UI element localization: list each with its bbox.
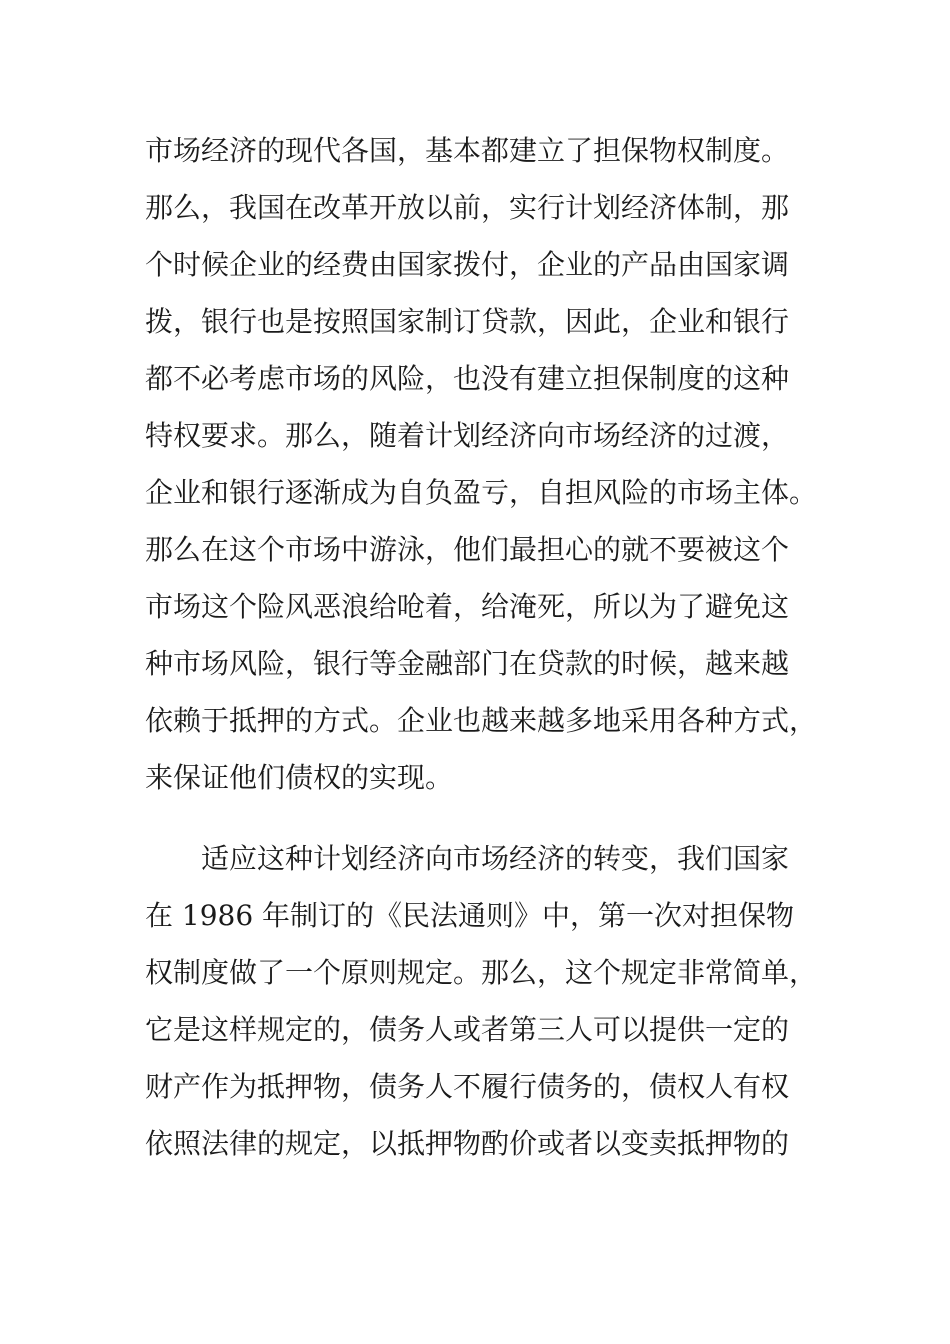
text-line: 种市场风险，银行等金融部门在贷款的时候，越来越	[145, 647, 790, 680]
text-line: 适应这种计划经济向市场经济的转变，我们国家	[145, 842, 790, 875]
text-line: 那么在这个市场中游泳，他们最担心的就不要被这个	[145, 533, 790, 566]
text-line: 都不必考虑市场的风险，也没有建立担保制度的这种	[145, 362, 790, 395]
text-line: 权制度做了一个原则规定。那么，这个规定非常简单，	[145, 956, 818, 989]
paragraph-1	[145, 122, 845, 806]
text-line: 特权要求。那么，随着计划经济向市场经济的过渡，	[145, 419, 790, 452]
text-line: 在 1986 年制订的《民法通则》中，第一次对担保物	[145, 899, 795, 932]
text-line: 个时候企业的经费由国家拨付，企业的产品由国家调	[145, 248, 790, 281]
text-line: 依照法律的规定，以抵押物酌价或者以变卖抵押物的	[145, 1127, 790, 1160]
text-line: 来保证他们债权的实现。	[145, 761, 454, 794]
text-line: 市场经济的现代各国，基本都建立了担保物权制度。	[145, 134, 790, 167]
text-line: 那么，我国在改革开放以前，实行计划经济体制，那	[145, 191, 790, 224]
text-line: 它是这样规定的，债务人或者第三人可以提供一定的	[145, 1013, 790, 1046]
text-line: 依赖于抵押的方式。企业也越来越多地采用各种方式，	[145, 704, 818, 737]
text-line: 企业和银行逐渐成为自负盈亏，自担风险的市场主体。	[145, 476, 818, 509]
text-line: 拨，银行也是按照国家制订贷款，因此，企业和银行	[145, 305, 790, 338]
text-line: 财产作为抵押物，债务人不履行债务的，债权人有权	[145, 1070, 790, 1103]
text-line: 市场这个险风恶浪给呛着，给淹死，所以为了避免这	[145, 590, 790, 623]
paragraph-2	[145, 830, 845, 1172]
